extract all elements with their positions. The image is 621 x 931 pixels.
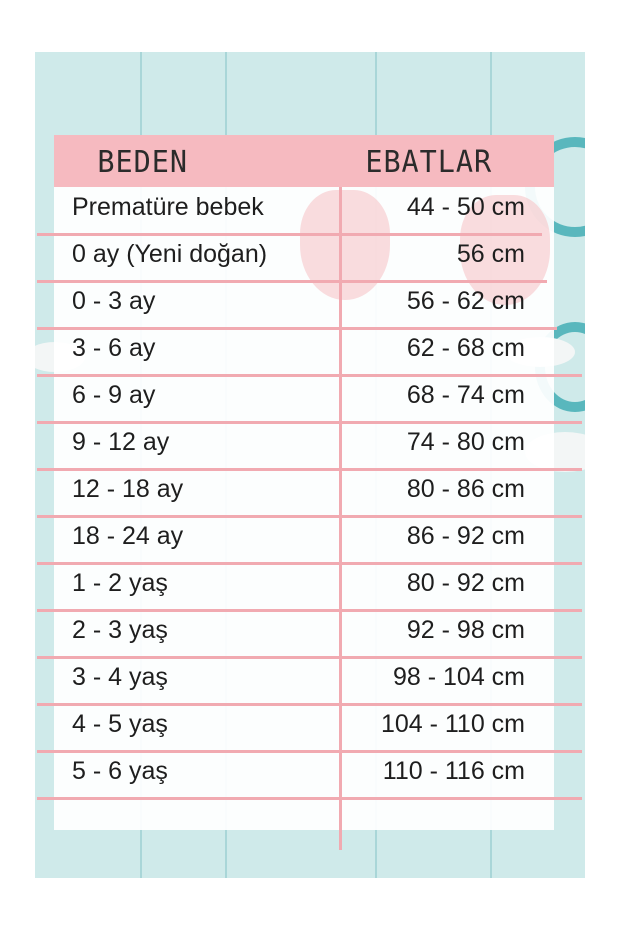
- header-size-label: BEDEN: [97, 145, 188, 180]
- row-divider: [37, 750, 582, 753]
- row-divider: [37, 233, 542, 236]
- size-cell: 9 - 12 ay: [72, 428, 170, 456]
- row-divider: [37, 703, 582, 706]
- size-cell: 0 ay (Yeni doğan): [72, 240, 268, 268]
- measure-cell: 56 - 62 cm: [406, 287, 525, 315]
- size-cell: 6 - 9 ay: [72, 381, 156, 409]
- size-cell: Prematüre bebek: [72, 193, 264, 221]
- measure-cell: 44 - 50 cm: [406, 193, 525, 221]
- row-divider: [37, 562, 582, 565]
- measure-cell: 86 - 92 cm: [406, 522, 525, 550]
- row-divider: [37, 797, 582, 800]
- decorative-bib: [300, 190, 390, 300]
- row-divider: [37, 468, 582, 471]
- size-cell: 4 - 5 yaş: [72, 710, 168, 738]
- size-cell: 2 - 3 yaş: [72, 616, 168, 644]
- measure-cell: 80 - 86 cm: [406, 475, 525, 503]
- size-cell: 5 - 6 yaş: [72, 757, 168, 785]
- row-divider: [37, 374, 582, 377]
- row-divider: [37, 656, 582, 659]
- measure-cell: 62 - 68 cm: [406, 334, 525, 362]
- measure-cell: 92 - 98 cm: [406, 616, 525, 644]
- size-cell: 3 - 4 yaş: [72, 663, 168, 691]
- header-measure-label: EBATLAR: [365, 145, 493, 180]
- size-cell: 1 - 2 yaş: [72, 569, 168, 597]
- row-divider: [37, 609, 582, 612]
- measure-cell: 68 - 74 cm: [406, 381, 525, 409]
- measure-cell: 98 - 104 cm: [392, 663, 525, 691]
- size-cell: 3 - 6 ay: [72, 334, 156, 362]
- measure-cell: 110 - 116 cm: [382, 757, 525, 785]
- row-divider: [37, 421, 582, 424]
- measure-cell: 56 cm: [456, 240, 525, 268]
- size-cell: 12 - 18 ay: [72, 475, 184, 503]
- size-cell: 18 - 24 ay: [72, 522, 184, 550]
- measure-cell: 80 - 92 cm: [406, 569, 525, 597]
- row-divider: [37, 327, 557, 330]
- measure-cell: 104 - 110 cm: [380, 710, 525, 738]
- measure-cell: 74 - 80 cm: [406, 428, 525, 456]
- row-divider: [37, 515, 582, 518]
- row-divider: [37, 280, 547, 283]
- size-cell: 0 - 3 ay: [72, 287, 156, 315]
